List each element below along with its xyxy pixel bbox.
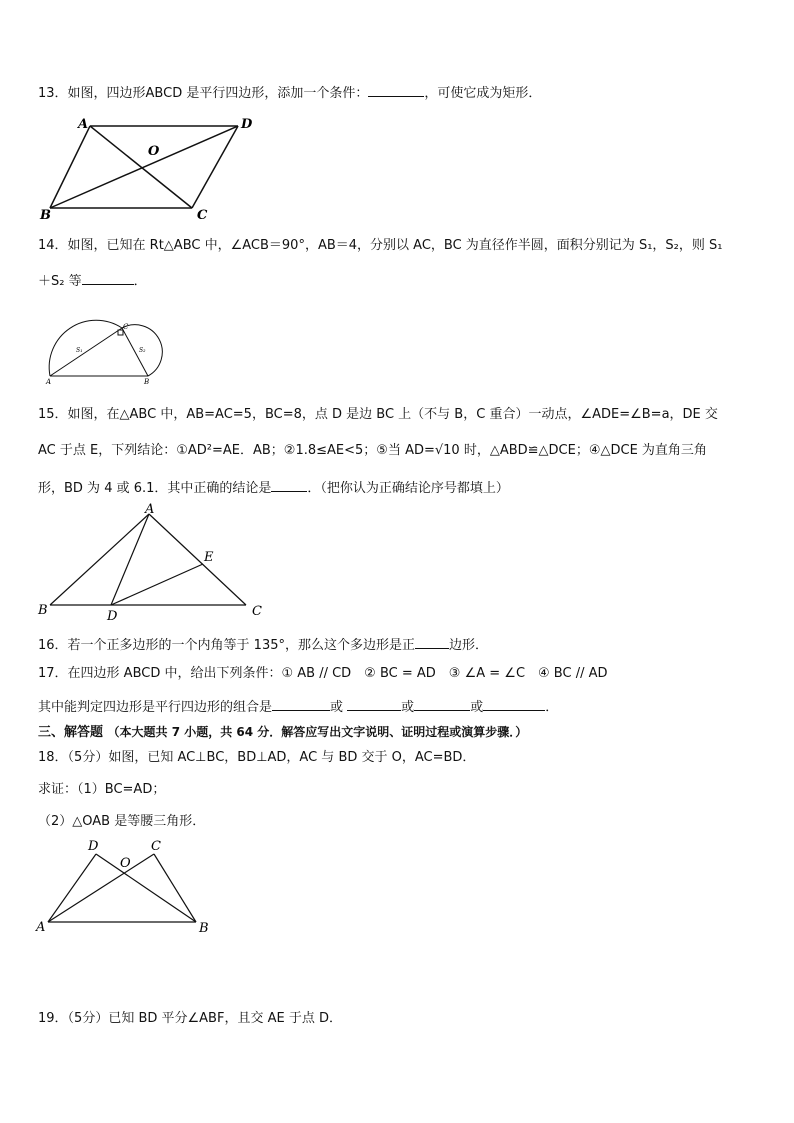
q13-suffix: ，可使它成为矩形．: [424, 86, 542, 101]
q14-label-s1: S₁: [76, 347, 83, 354]
q13-label-a: A: [78, 117, 89, 132]
q15-label-d: D: [107, 609, 118, 624]
q15-line3: [38, 479, 509, 497]
q14-line2-prefix: ＋S₂ 等: [38, 274, 82, 289]
q18-label-b: B: [199, 921, 209, 936]
q13-answer-blank[interactable]: [368, 84, 424, 97]
q14-line1: 14．如图，已知在 Rt△ABC 中，∠ACB＝90°，AB＝4，分别以 AC，BC 为直径作半圆，面积分别记为 S₁，S₂，则 S₁: [38, 238, 723, 253]
q15-answer-blank[interactable]: [271, 479, 307, 492]
q17-answer-blank-4[interactable]: [483, 698, 545, 711]
q18-label-c: C: [151, 839, 161, 854]
q18-line1: 18．（5分）如图，已知 AC⊥BC，BD⊥AD，AC 与 BD 交于 O，AC=BD．: [38, 750, 476, 765]
q14-line2: [38, 272, 147, 290]
q15-triangle-figure: [38, 500, 268, 622]
q13-label-c: C: [197, 208, 208, 223]
q19-line1: 19．（5分）已知 BD 平分∠ABF，且交 AE 于点 D．: [38, 1011, 342, 1026]
q18-figure: [36, 834, 226, 940]
q13-label-b: B: [40, 208, 51, 223]
section3-note: （本大题共 7 小题，共 64 分．解答应写出文字说明、证明过程或演算步骤．）: [107, 725, 528, 739]
q14-answer-blank[interactable]: [82, 272, 134, 285]
q14-label-s2: S₂: [139, 347, 146, 354]
q15-line3-suffix: ．（把你认为正确结论序号都填上）: [307, 481, 509, 496]
q16-answer-blank[interactable]: [415, 636, 449, 649]
q18-line2: 求证：（1）BC=AD；: [38, 782, 166, 797]
q17-or-3: 或: [470, 700, 484, 715]
q17-line2: [38, 698, 558, 716]
q16-text: [38, 636, 488, 654]
q18-label-a: A: [36, 920, 46, 935]
q15-line2: AC 于点 E，下列结论：①AD²=AE．AB；②1.8≤AE<5；⑤当 AD=√10 时，△ABD≌△DCE；④△DCE 为直角三角: [38, 443, 707, 458]
q13-text: [38, 84, 541, 102]
q17-line1: 17．在四边形 ABCD 中，给出下列条件：① AB // CD ② BC = AD ③ ∠A = ∠C ④ BC // AD: [38, 666, 608, 681]
q17-answer-blank-2[interactable]: [347, 698, 401, 711]
q15-line1: 15．如图，在△ABC 中，AB=AC=5，BC=8，点 D 是边 BC 上（不与 B，C 重合）一动点，∠ADE=∠B=a，DE 交: [38, 407, 718, 422]
q15-label-b: B: [38, 603, 48, 618]
q18-label-o: O: [120, 856, 131, 871]
q18-label-d: D: [88, 839, 99, 854]
q15-label-a: A: [145, 502, 155, 517]
q15-label-c: C: [252, 604, 262, 619]
q18-line3: （2）△OAB 是等腰三角形．: [38, 814, 206, 829]
q15-label-e: E: [204, 550, 214, 565]
q17-answer-blank-1[interactable]: [272, 698, 330, 711]
q15-line3-prefix: 形，BD 为 4 或 6.1．其中正确的结论是: [38, 481, 272, 496]
q17-or-1: 或: [330, 700, 344, 715]
section3-heading: [38, 724, 527, 741]
q16-prefix: 16．若一个正多边形的一个内角等于 135°，那么这个多边形是正: [38, 638, 415, 653]
q13-label-o: O: [148, 144, 160, 159]
q14-line2-suffix: ．: [133, 274, 147, 289]
q13-prefix: 13．如图，四边形ABCD 是平行四边形，添加一个条件：: [38, 86, 369, 101]
section3-title: 三、解答题: [38, 725, 104, 740]
q17-or-2: 或: [401, 700, 415, 715]
q14-label-b: B: [144, 378, 150, 386]
q17-line2-suffix: ．: [545, 700, 559, 715]
q14-label-c: C: [123, 323, 129, 331]
q13-label-d: D: [241, 117, 253, 132]
q17-line2-prefix: 其中能判定四边形是平行四边形的组合是: [38, 700, 273, 715]
q13-parallelogram-figure: [38, 112, 268, 224]
q17-answer-blank-3[interactable]: [414, 698, 470, 711]
q14-label-a: A: [46, 378, 52, 386]
q16-suffix: 边形．: [449, 638, 489, 653]
q14-semicircles-figure: [38, 308, 168, 388]
